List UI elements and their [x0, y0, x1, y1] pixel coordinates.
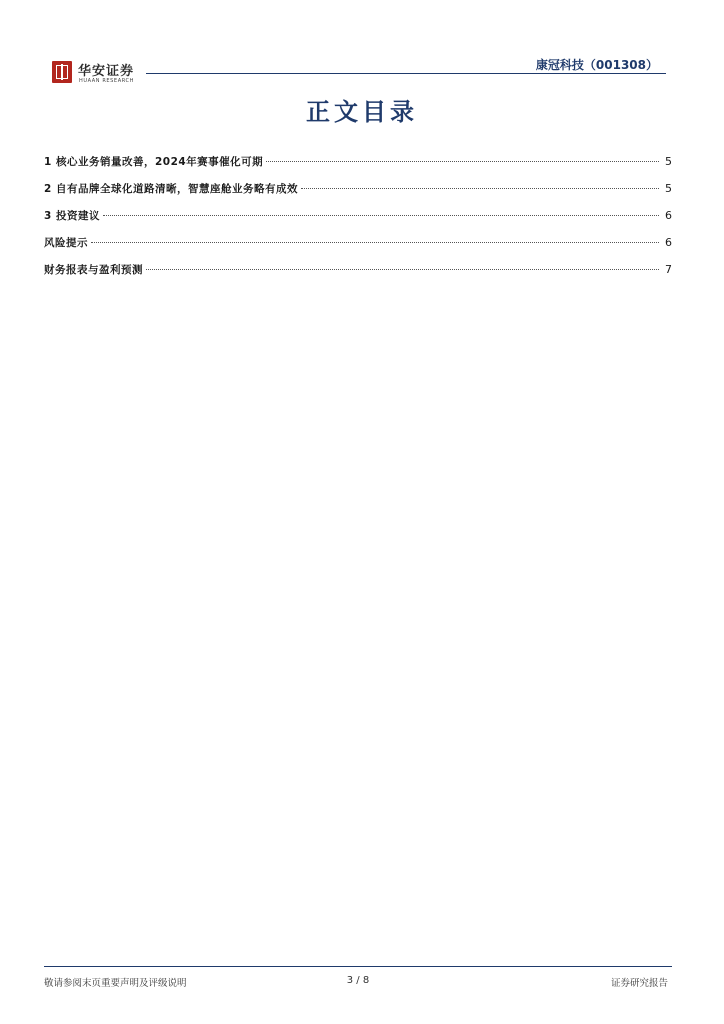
logo-text-en: HUAAN RESEARCH	[79, 78, 134, 84]
footer-divider	[44, 966, 672, 967]
page-title: 正文目录	[306, 98, 418, 126]
toc-item-label: 3 投资建议	[44, 210, 100, 222]
toc-leader-dots	[146, 269, 659, 270]
toc-item-label: 风险提示	[44, 237, 88, 249]
report-type: 证券研究报告	[610, 978, 668, 989]
page-footer	[44, 966, 672, 996]
toc-item[interactable]	[44, 181, 672, 208]
page-header	[52, 56, 666, 90]
header-divider	[146, 73, 666, 74]
toc-leader-dots	[301, 188, 659, 189]
toc-item[interactable]	[44, 235, 672, 262]
page-number: 3 / 8	[346, 975, 370, 986]
toc-item-page: 6	[665, 209, 672, 222]
toc-item-page: 6	[665, 236, 672, 249]
footer-disclaimer: 敬请参阅末页重要声明及评级说明	[44, 978, 187, 989]
company-code: 康冠科技（001308）	[535, 58, 658, 72]
toc-item[interactable]	[44, 262, 672, 289]
logo-text-cn: 华安证券	[78, 64, 135, 79]
toc-item-page: 5	[665, 182, 672, 195]
huaan-logo-icon	[52, 61, 72, 83]
toc-leader-dots	[91, 242, 659, 243]
toc-item[interactable]	[44, 154, 672, 181]
toc-item-label: 2 自有品牌全球化道路清晰，智慧座舱业务略有成效	[44, 183, 298, 195]
toc-leader-dots	[103, 215, 659, 216]
toc-item-label: 1 核心业务销量改善，2024年赛事催化可期	[44, 156, 264, 168]
toc-item-page: 7	[665, 263, 672, 276]
toc-item-label: 财务报表与盈利预测	[44, 264, 143, 276]
toc-leader-dots	[266, 161, 659, 162]
toc-item[interactable]	[44, 208, 672, 235]
table-of-contents	[44, 154, 672, 289]
toc-item-page: 5	[665, 155, 672, 168]
